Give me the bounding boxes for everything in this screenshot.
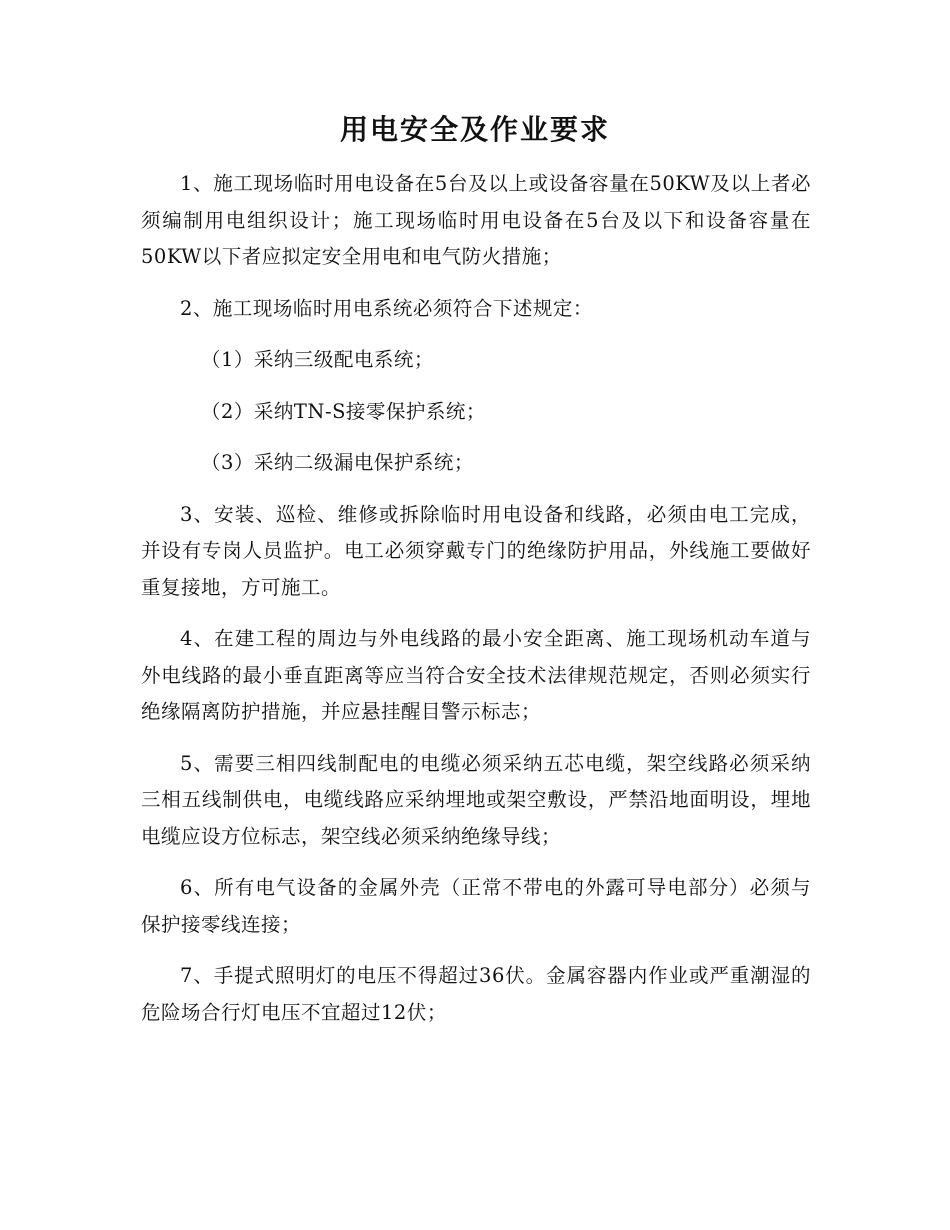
paragraph-3: 3、安装、巡检、维修或拆除临时用电设备和线路，必须由电工完成，并设有专岗人员监护。电工必须穿戴专门的绝缘防护用品，外线施工要做好重复接地，方可施工。	[141, 502, 811, 599]
paragraph-5: 5、需要三相四线制配电的电缆必须采纳五芯电缆，架空线路必须采纳三相五线制供电，电缆线路应采纳埋地或架空敷设，严禁沿地面明设，埋地电缆应设方位标志，架空线必须采纳绝缘导线；	[141, 751, 811, 848]
document-title: 用电安全及作业要求	[339, 113, 610, 146]
paragraph-6: 6、所有电气设备的金属外壳（正常不带电的外露可导电部分）必须与保护接零线连接；	[141, 876, 811, 936]
paragraph-4: 4、在建工程的周边与外电线路的最小安全距离、施工现场机动车道与外电线路的最小垂直距离等应当符合安全技术法律规范规定，否则必须实行绝缘隔离防护措施，并应悬挂醒目警示标志；	[141, 627, 811, 723]
paragraph-1: 1、施工现场临时用电设备在5台及以上或设备容量在50KW及以上者必须编制用电组织设计；施工现场临时用电设备在5台及以下和设备容量在50KW以下者应拟定安全用电和电气防火措施；	[141, 172, 811, 268]
paragraph-7: 7、手提式照明灯的电压不得超过36伏。金属容器内作业或严重潮湿的危险场合行灯电压不宜超过12伏；	[141, 964, 811, 1024]
sub-item-1: （1）采纳三级配电系统；	[201, 348, 434, 371]
sub-item-2: （2）采纳TN-S接零保护系统；	[201, 399, 486, 423]
sub-item-3: （3）采纳二级漏电保护系统；	[201, 451, 474, 474]
paragraph-2: 2、施工现场临时用电系统必须符合下述规定：	[180, 296, 593, 320]
document-body	[141, 166, 811, 1046]
